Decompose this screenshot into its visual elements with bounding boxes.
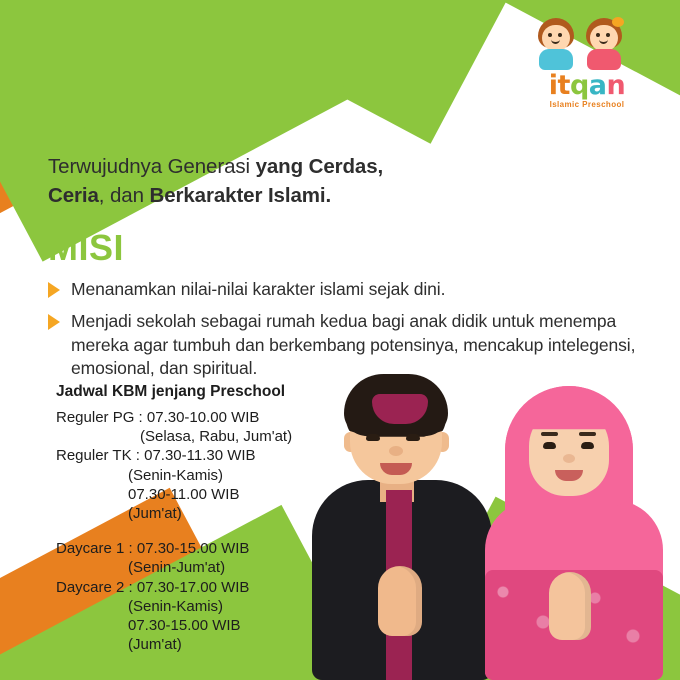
logo-wordmark [528, 72, 646, 99]
visi-line2-bold-a: Ceria [48, 184, 99, 208]
girl-figure [477, 380, 662, 680]
logo-letter-2: q [569, 70, 589, 101]
schedule-row [56, 578, 356, 655]
logo-tagline: Islamic Preschool [549, 100, 625, 109]
schedule-row-label: Reguler TK : 07.30-11.30 WIB [56, 447, 256, 465]
visi-heading: VISI [48, 101, 119, 142]
visi-line2-plain: , dan [98, 184, 150, 208]
boy-greeting-hands [378, 566, 422, 636]
schedule-row-sub: (Selasa, Rabu, Jum'at) [140, 428, 293, 446]
schedule-row [56, 539, 356, 577]
children-photo [302, 370, 662, 680]
visi-statement [48, 152, 518, 210]
schedule-spacer [56, 523, 356, 539]
logo-girl-icon [582, 18, 626, 70]
schedule-row [56, 446, 356, 523]
schedule-row-sub: 07.30-15.00 WIB [128, 616, 241, 634]
logo-boy-icon [534, 18, 578, 70]
misi-item-text: Menjadi sekolah sebagai rumah kedua bagi anak didik untuk menempa mereka agar tumbuh dan berkembang potensinya, mencakup intelegensi, emosional, dan spiritual. [71, 311, 636, 379]
logo-letter-3: a [588, 70, 607, 101]
schedule-row-sub: (Senin-Kamis) [128, 597, 224, 615]
schedule-row-label: Daycare 2 : 07.30-17.00 WIB [56, 578, 250, 596]
schedule-title: Jadwal KBM jenjang Preschool [56, 383, 286, 400]
brand-logo [528, 18, 646, 118]
schedule-row-label: Daycare 1 : 07.30-15.00 WIB [56, 540, 250, 558]
schedule-row-label: Reguler PG : 07.30-10.00 WIB [56, 409, 260, 426]
schedule-block [56, 383, 356, 654]
misi-list-item [48, 310, 638, 380]
main-content [48, 101, 638, 389]
arrow-bullet-icon [48, 314, 60, 330]
logo-letter-1: it [548, 70, 570, 101]
misi-heading: MISI [48, 227, 125, 269]
girl-greeting-hands [549, 572, 591, 640]
misi-item-text: Menanamkan nilai-nilai karakter islami sejak dini. [71, 279, 446, 300]
misi-list [48, 278, 638, 380]
schedule-row-sub: (Senin-Jum'at) [128, 559, 226, 577]
visi-line1-plain: Terwujudnya Generasi [48, 155, 256, 178]
schedule-row [56, 408, 356, 446]
misi-list-item [48, 278, 638, 301]
schedule-row-sub: (Jum'at) [128, 636, 182, 654]
schedule-row-sub: (Jum'at) [128, 504, 182, 522]
visi-line2-bold-b: Berkarakter Islami. [149, 184, 332, 208]
visi-line1-bold: yang Cerdas, [255, 155, 384, 178]
schedule-row-sub: (Senin-Kamis) [128, 466, 224, 484]
schedule-row-sub: 07.30-11.00 WIB [128, 485, 240, 503]
logo-letter-4: n [606, 70, 626, 101]
logo-children-icon [528, 18, 646, 72]
arrow-bullet-icon [48, 282, 60, 298]
